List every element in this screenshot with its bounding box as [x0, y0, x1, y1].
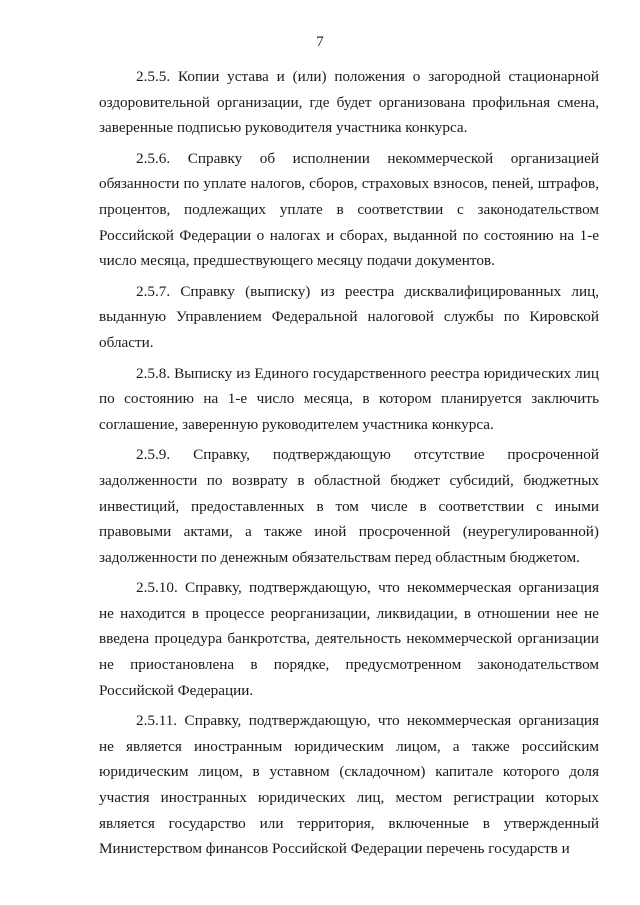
paragraph-2-5-9: 2.5.9. Справку, подтверждающую отсутствие просроченной задолженности по возврату в областной бюджет субсидий, бюджетных инвестиций, предоставленных в том числе в соответствии с иными правовыми актами, а также иной просроченной (неурегулированной) задолженности по денежным обязательствам перед областным бюджетом.	[99, 446, 599, 566]
paragraph-2-5-8: 2.5.8. Выписку из Единого государственного реестра юридических лиц по состоянию на 1-е число месяца, в котором планируется заключить соглашение, заверенную руководителем участника конкурса.	[99, 364, 599, 433]
paragraph-2-5-5: 2.5.5. Копии устава и (или) положения о загородной стационарной оздоровительной организации, где будет организована профильная смена, заверенные подписью руководителя участника конкурса.	[99, 68, 599, 137]
document-body	[99, 64, 599, 862]
paragraph-2-5-10: 2.5.10. Справку, подтверждающую, что некоммерческая организация не находится в процессе реорганизации, ликвидации, в отношении нее не введена процедура банкротства, деятельность некоммерческой организации не приостановлена в порядке, предусмотренном законодательством Российской Федерации.	[99, 579, 599, 699]
paragraph-2-5-6: 2.5.6. Справку об исполнении некоммерческой организацией обязанности по уплате налогов, сборов, страховых взносов, пеней, штрафов, процентов, подлежащих уплате в соответствии с законодательством Российской Федерации о налогах и сборах, выданной по состоянию на 1-е число месяца, предшествующего месяцу подачи документов.	[99, 149, 599, 270]
page-number: 7	[316, 34, 324, 50]
paragraph-2-5-7: 2.5.7. Справку (выписку) из реестра дисквалифицированных лиц, выданную Управлением Федеральной налоговой службы по Кировской области.	[99, 282, 599, 351]
paragraph-2-5-11: 2.5.11. Справку, подтверждающую, что некоммерческая организация не является иностранным юридическим лицом, а также российским юридическим лицом, в уставном (складочном) капитале которого доля участия иностранных юридических лиц, местом регистрации которых является государство или территория, включенные в утвержденный Министерством финансов Российской Федерации перечень государств и	[99, 712, 599, 858]
